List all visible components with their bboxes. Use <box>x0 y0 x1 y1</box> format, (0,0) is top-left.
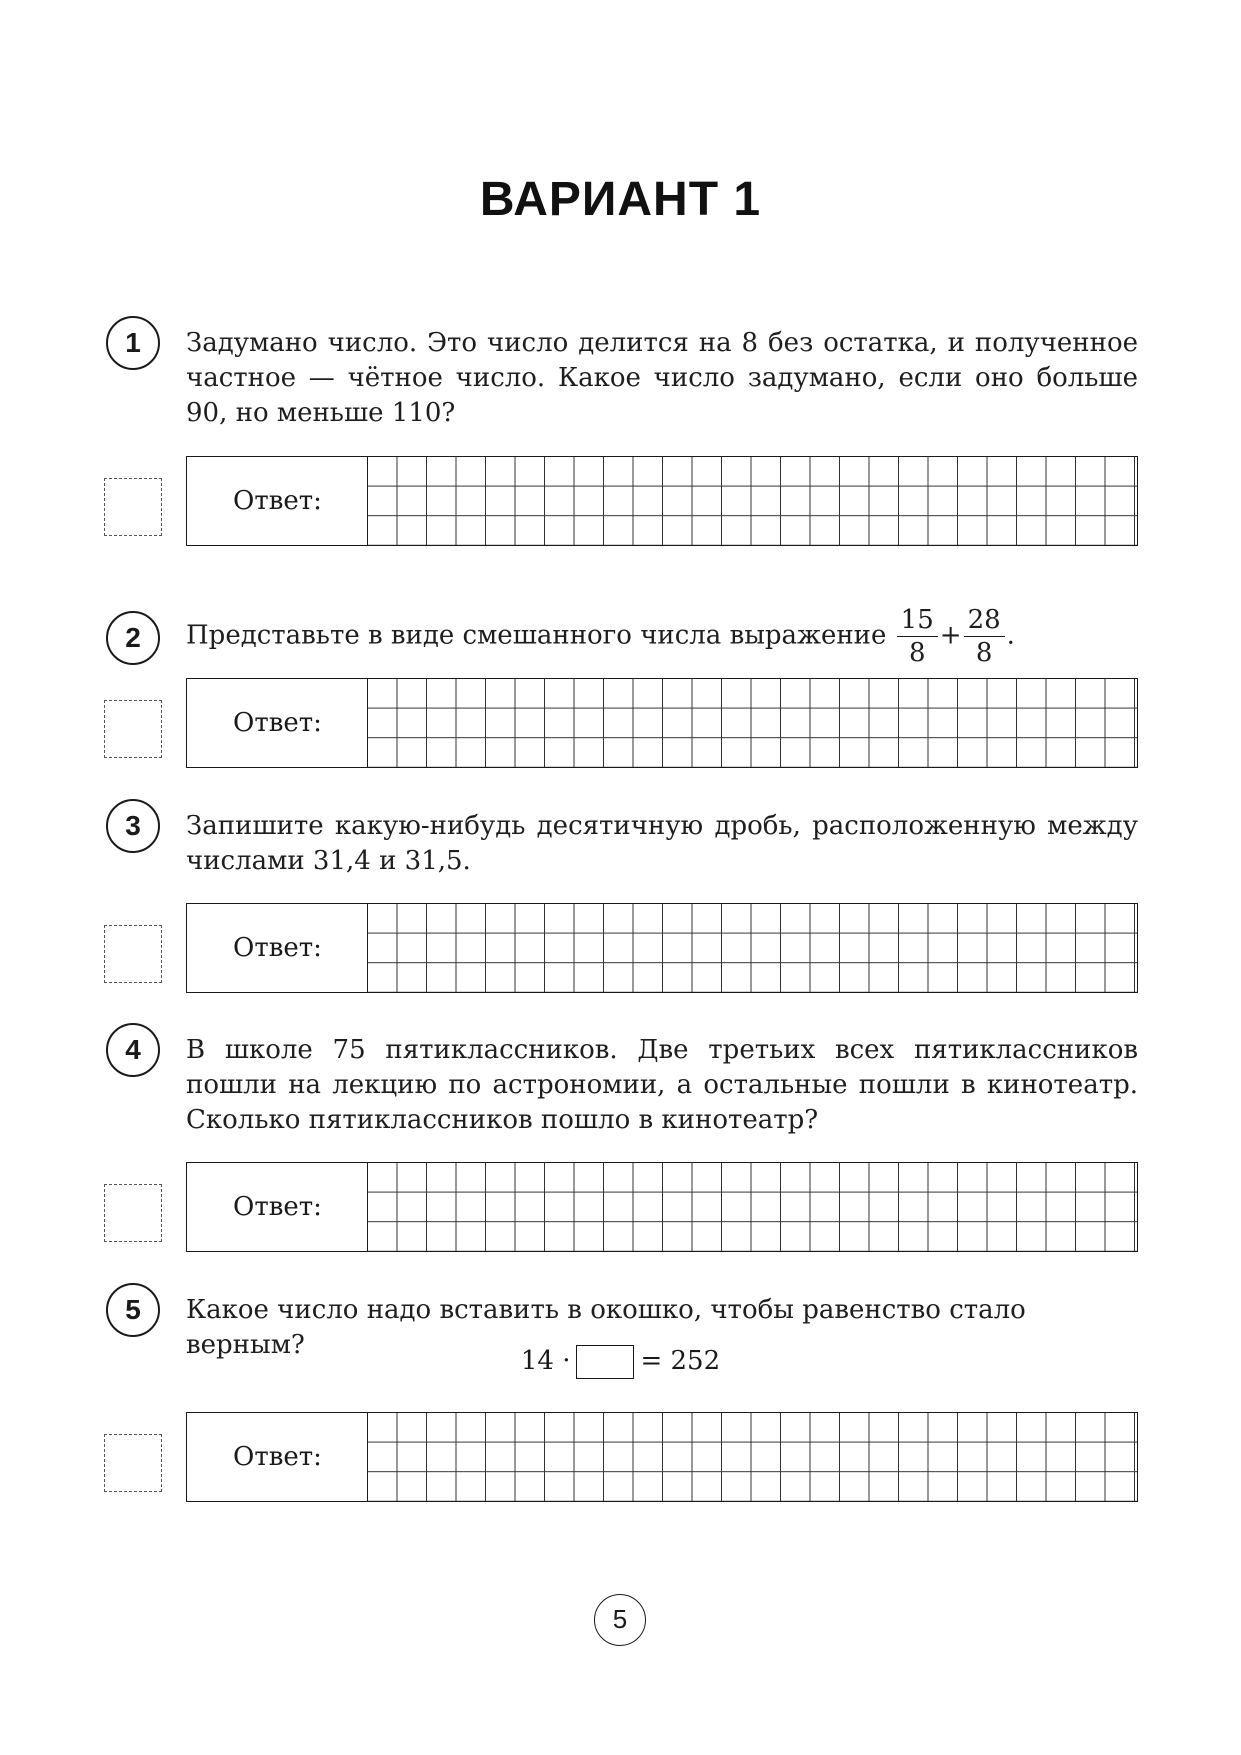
answer-box-4[interactable] <box>186 1162 1138 1252</box>
answer-box-3[interactable] <box>186 903 1138 993</box>
equation <box>0 1345 1241 1379</box>
page-number: 5 <box>594 1594 646 1646</box>
score-box-4[interactable] <box>104 1184 162 1242</box>
answer-label: Ответ: <box>187 1163 368 1251</box>
task-number-4: 4 <box>106 1023 160 1077</box>
fraction-denominator: 8 <box>975 638 993 668</box>
answer-box-1[interactable] <box>186 456 1138 546</box>
task-text-2-lead: Представьте в виде смешанного числа выражение <box>186 620 887 651</box>
answer-label: Ответ: <box>187 904 368 992</box>
task-text-1: Задумано число. Это число делится на 8 без остатка, и полученное частное — чётное число. Какое число задумано, если оно больше 90, но меньше 110? <box>186 328 1138 428</box>
answer-grid[interactable] <box>368 904 1137 992</box>
fraction-numerator: 28 <box>964 604 1005 637</box>
score-box-3[interactable] <box>104 925 162 983</box>
fraction-numerator: 15 <box>897 604 938 637</box>
fraction-28-8 <box>964 604 1005 669</box>
equation-left: 14 · <box>520 1346 571 1376</box>
task-text-5: Какое число надо вставить в окошко, чтобы равенство стало верным? <box>186 1295 1026 1360</box>
answer-grid[interactable] <box>368 1413 1137 1501</box>
page-title: ВАРИАНТ 1 <box>479 173 762 226</box>
task-text-3: Запишите какую-нибудь десятичную дробь, расположенную между числами 31,4 и 31,5. <box>186 811 1138 876</box>
answer-grid[interactable] <box>368 679 1137 767</box>
equation-blank-box <box>576 1345 634 1379</box>
answer-grid[interactable] <box>368 1163 1137 1251</box>
answer-box-5[interactable] <box>186 1412 1138 1502</box>
answer-box-2[interactable] <box>186 678 1138 768</box>
equation-right: = 252 <box>640 1346 721 1376</box>
expression-end: . <box>1006 620 1015 651</box>
answer-label: Ответ: <box>187 457 368 545</box>
task-number-3: 3 <box>106 799 160 853</box>
answer-label: Ответ: <box>187 679 368 767</box>
fraction-15-8 <box>897 604 938 669</box>
answer-label: Ответ: <box>187 1413 368 1501</box>
task-number-2: 2 <box>106 611 160 665</box>
task-text-2 <box>186 604 1138 669</box>
score-box-1[interactable] <box>104 478 162 536</box>
task-text-4: В школе 75 пятиклассников. Две третьих всех пятиклассников пошли на лекцию по астрономии, а остальные пошли в кинотеатр. Сколько пятиклассников пошло в кинотеатр? <box>186 1035 1138 1135</box>
answer-grid[interactable] <box>368 457 1137 545</box>
score-box-2[interactable] <box>104 700 162 758</box>
plus-sign: + <box>939 620 962 651</box>
task-number-1: 1 <box>106 316 160 370</box>
score-box-5[interactable] <box>104 1434 162 1492</box>
fraction-denominator: 8 <box>908 638 926 668</box>
task-number-5: 5 <box>106 1283 160 1337</box>
